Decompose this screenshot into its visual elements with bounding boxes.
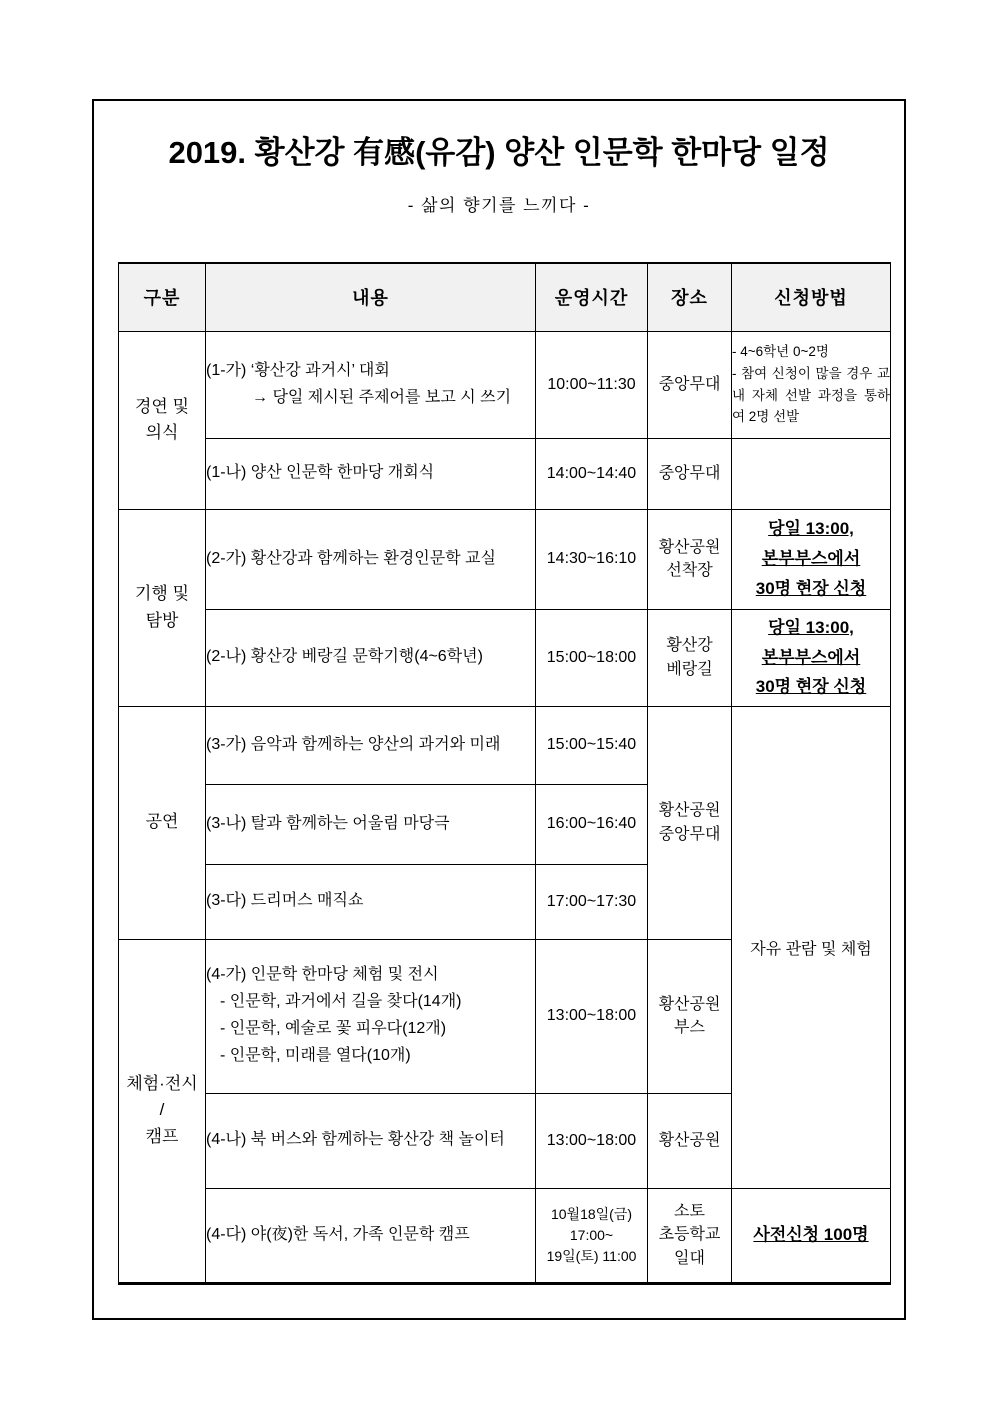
apply-cell-free-viewing-merged: 자유 관람 및 체험 — [732, 706, 891, 1188]
cell-line: (1-가) ‘황산강 과거시’ 대회 — [206, 361, 390, 379]
schedule-table — [118, 262, 891, 1285]
time-cell-4na: 13:00~18:00 — [536, 1093, 648, 1188]
table-row — [119, 331, 891, 438]
cell-line: 체험·전시 — [126, 1073, 198, 1093]
cell-line: 의식 — [145, 423, 179, 442]
cell-line: - 인문학, 과거에서 길을 찾다(14개) — [220, 993, 462, 1011]
content-cell-1na: (1-나) 양산 인문학 한마당 개회식 — [206, 438, 536, 509]
page-title: 2019. 황산강 有感(유감) 양산 인문학 한마당 일정 — [168, 135, 830, 170]
cell-line: 10월18일(금) — [550, 1205, 633, 1222]
category-cell-performance: 공연 — [119, 706, 206, 939]
place-cell-4ga — [648, 939, 732, 1093]
cell-line: 17:00~ — [569, 1226, 614, 1243]
place-cell-2na — [648, 609, 732, 706]
cell-line: 황산공원 — [658, 802, 721, 820]
content-cell-4da: (4-다) 야(夜)한 독서, 가족 인문학 캠프 — [206, 1188, 536, 1283]
cell-line: 선착장 — [666, 562, 713, 579]
cell-line: 부스 — [674, 1019, 705, 1036]
cell-line: 19일(토) 11:00 — [546, 1247, 637, 1264]
cell-line: 기행 및 — [135, 584, 189, 604]
col-header-apply: 신청방법 — [732, 263, 891, 331]
table-row — [119, 509, 891, 609]
cell-line: 당일 13:00, — [768, 617, 854, 637]
table-row — [119, 609, 891, 706]
cell-line: 30명 현장 신청 — [755, 677, 867, 697]
content-cell-2na: (2-나) 황산강 베랑길 문학기행(4~6학년) — [206, 609, 536, 706]
time-cell-2ga: 14:30~16:10 — [536, 509, 648, 609]
cell-line: - 4~6학년 0~2명 — [732, 344, 829, 360]
place-cell-performance-merged — [648, 706, 732, 939]
place-cell-1ga: 중앙무대 — [648, 331, 732, 438]
cell-line: / — [159, 1100, 165, 1120]
cell-line: 캠프 — [145, 1126, 179, 1146]
cell-line: 본부부스에서 — [761, 549, 861, 569]
time-cell-4da — [536, 1188, 648, 1283]
time-cell-3na: 16:00~16:40 — [536, 784, 648, 864]
table-row — [119, 438, 891, 509]
cell-line: (4-가) 인문학 한마당 체험 및 전시 — [206, 966, 439, 984]
place-cell-1na: 중앙무대 — [648, 438, 732, 509]
apply-cell-2ga — [732, 509, 891, 609]
cell-line: 30명 현장 신청 — [755, 578, 867, 598]
document-page-border — [92, 99, 906, 1320]
cell-line: - 인문학, 예술로 꽃 피우다(12개) — [220, 1020, 447, 1037]
cell-line: 중앙무대 — [658, 825, 721, 843]
place-cell-4na: 황산공원 — [648, 1093, 732, 1188]
cell-line: 베랑길 — [666, 660, 713, 678]
time-cell-3ga: 15:00~15:40 — [536, 706, 648, 784]
content-cell-4na: (4-나) 북 버스와 함께하는 황산강 책 놀이터 — [206, 1093, 536, 1188]
cell-line: - 인문학, 미래를 열다(10개) — [220, 1046, 411, 1064]
cell-line: 당일 13:00, — [768, 519, 854, 539]
content-cell-2ga: (2-가) 황산강과 함께하는 환경인문학 교실 — [206, 509, 536, 609]
col-header-category: 구분 — [119, 263, 206, 331]
cell-line: 황산공원 — [658, 538, 721, 556]
place-cell-4da — [648, 1188, 732, 1283]
col-header-place: 장소 — [648, 263, 732, 331]
category-cell-competition — [119, 331, 206, 509]
time-cell-4ga: 13:00~18:00 — [536, 939, 648, 1093]
table-row — [119, 1188, 891, 1283]
table-row — [119, 706, 891, 784]
time-cell-2na: 15:00~18:00 — [536, 609, 648, 706]
place-cell-2ga — [648, 509, 732, 609]
cell-line: 초등학교 — [658, 1226, 721, 1244]
time-cell-3da: 17:00~17:30 — [536, 864, 648, 939]
cell-line: 황산공원 — [658, 995, 721, 1013]
content-cell-3da: (3-다) 드리머스 매직쇼 — [206, 864, 536, 939]
content-cell-3ga: (3-가) 음악과 함께하는 양산의 과거와 미래 — [206, 706, 536, 784]
time-cell-1ga: 10:00~11:30 — [536, 331, 648, 438]
col-header-time: 운영시간 — [536, 263, 648, 331]
cell-line: 본부부스에서 — [761, 647, 861, 667]
apply-cell-4da: 사전신청 100명 — [732, 1188, 891, 1283]
col-header-content: 내용 — [206, 263, 536, 331]
content-cell-4ga — [206, 939, 536, 1093]
page-subtitle: - 삶의 향기를 느끼다 - — [407, 196, 591, 215]
cell-line: 탐방 — [145, 610, 179, 630]
time-cell-1na: 14:00~14:40 — [536, 438, 648, 509]
table-header-row — [119, 263, 891, 331]
cell-line: 일대 — [674, 1249, 705, 1267]
cell-line: 경연 및 — [135, 396, 189, 416]
cell-line: → 당일 제시된 주제어를 보고 시 쓰기 — [252, 388, 512, 406]
apply-cell-1na-empty — [732, 438, 891, 509]
apply-cell-2na — [732, 609, 891, 706]
cell-line: 황산강 — [666, 637, 713, 655]
content-cell-1ga — [206, 331, 536, 438]
category-cell-tour — [119, 509, 206, 706]
cell-line: - 참여 신청이 많을 경우 교내 자체 선발 과정을 통하여 2명 선발 — [732, 365, 890, 425]
cell-line: 소토 — [674, 1203, 705, 1221]
category-cell-experience-camp — [119, 939, 206, 1283]
content-cell-3na: (3-나) 탈과 함께하는 어울림 마당극 — [206, 784, 536, 864]
apply-cell-1ga — [732, 331, 891, 438]
